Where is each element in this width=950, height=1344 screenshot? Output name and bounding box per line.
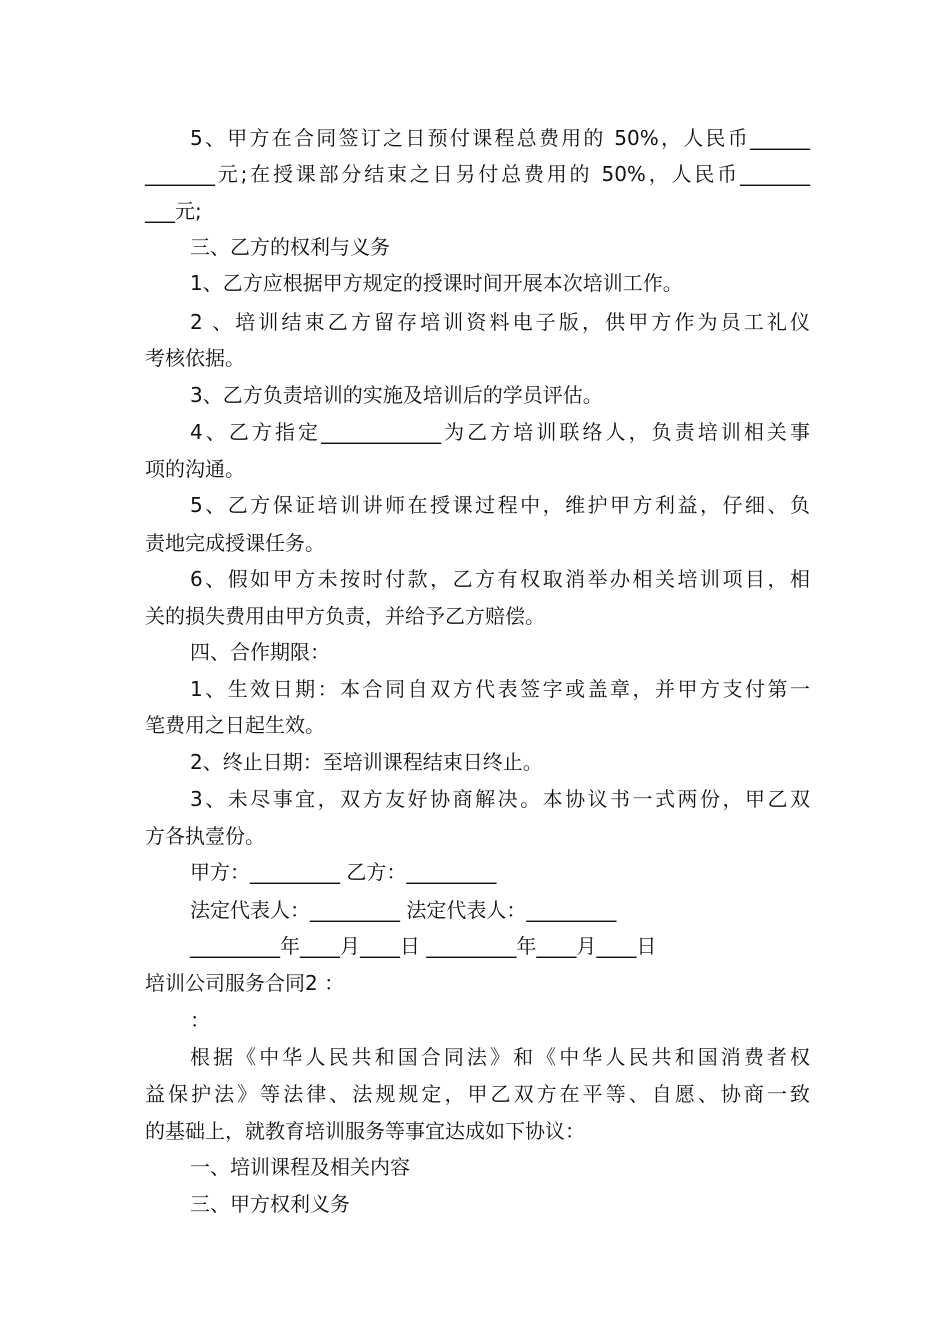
paragraph-line: 笔费用之日起生效。 [145,713,325,737]
signature-line-dates: _________年____月____日 _________年____月____日 [190,934,657,958]
paragraph-line: ： [190,1008,210,1032]
paragraph-line: 2 、培训结束乙方留存培训资料电子版，供甲方作为员工礼仪 [190,310,810,334]
paragraph-line: 3、乙方负责培训的实施及培训后的学员评估。 [190,383,603,407]
paragraph-line: 1、生效日期：本合同自双方代表签字或盖章，并甲方支付第一 [190,677,810,701]
paragraph-line: 项的沟通。 [145,457,245,481]
section-heading: 三、甲方权利义务 [190,1192,350,1216]
paragraph-line: 6、假如甲方未按时付款，乙方有权取消举办相关培训项目，相 [190,567,810,591]
section-heading: 三、乙方的权利与义务 [190,235,390,259]
paragraph-line: 益保护法》等法律、法规规定，甲乙双方在平等、自愿、协商一致 [145,1082,810,1106]
section-heading: 四、合作期限： [190,640,330,664]
signature-line-representatives: 法定代表人：_________ 法定代表人：_________ [190,898,617,922]
paragraph-line: 5、乙方保证培训讲师在授课过程中，维护甲方利益，仔细、负 [190,493,810,517]
paragraph-line: ___元; [145,199,202,223]
document-title: 培训公司服务合同2 ： [145,971,345,995]
paragraph-line: 4、乙方指定____________为乙方培训联络人，负责培训相关事 [190,420,810,444]
paragraph-line: 的基础上，就教育培训服务等事宜达成如下协议： [145,1119,585,1143]
paragraph-line: 责地完成授课任务。 [145,531,325,555]
paragraph-line: 5、甲方在合同签订之日预付课程总费用的 50%，人民币______ [190,126,810,150]
paragraph-line: 3、未尽事宜，双方友好协商解决。本协议书一式两份，甲乙双 [190,787,810,811]
paragraph-line: 方各执壹份。 [145,824,265,848]
paragraph-line: 1、乙方应根据甲方规定的授课时间开展本次培训工作。 [190,271,683,295]
paragraph-line: _______元;在授课部分结束之日另付总费用的 50%，人民币_______ [145,162,810,186]
paragraph-line: 关的损失费用由甲方负责，并给予乙方赔偿。 [145,604,545,628]
section-heading: 一、培训课程及相关内容 [190,1155,410,1179]
paragraph-line: 2、终止日期：至培训课程结束日终止。 [190,750,543,774]
signature-line-parties: 甲方：_________ 乙方：_________ [190,860,497,884]
paragraph-line: 考核依据。 [145,346,245,370]
paragraph-line: 根据《中华人民共和国合同法》和《中华人民共和国消费者权 [190,1045,810,1069]
